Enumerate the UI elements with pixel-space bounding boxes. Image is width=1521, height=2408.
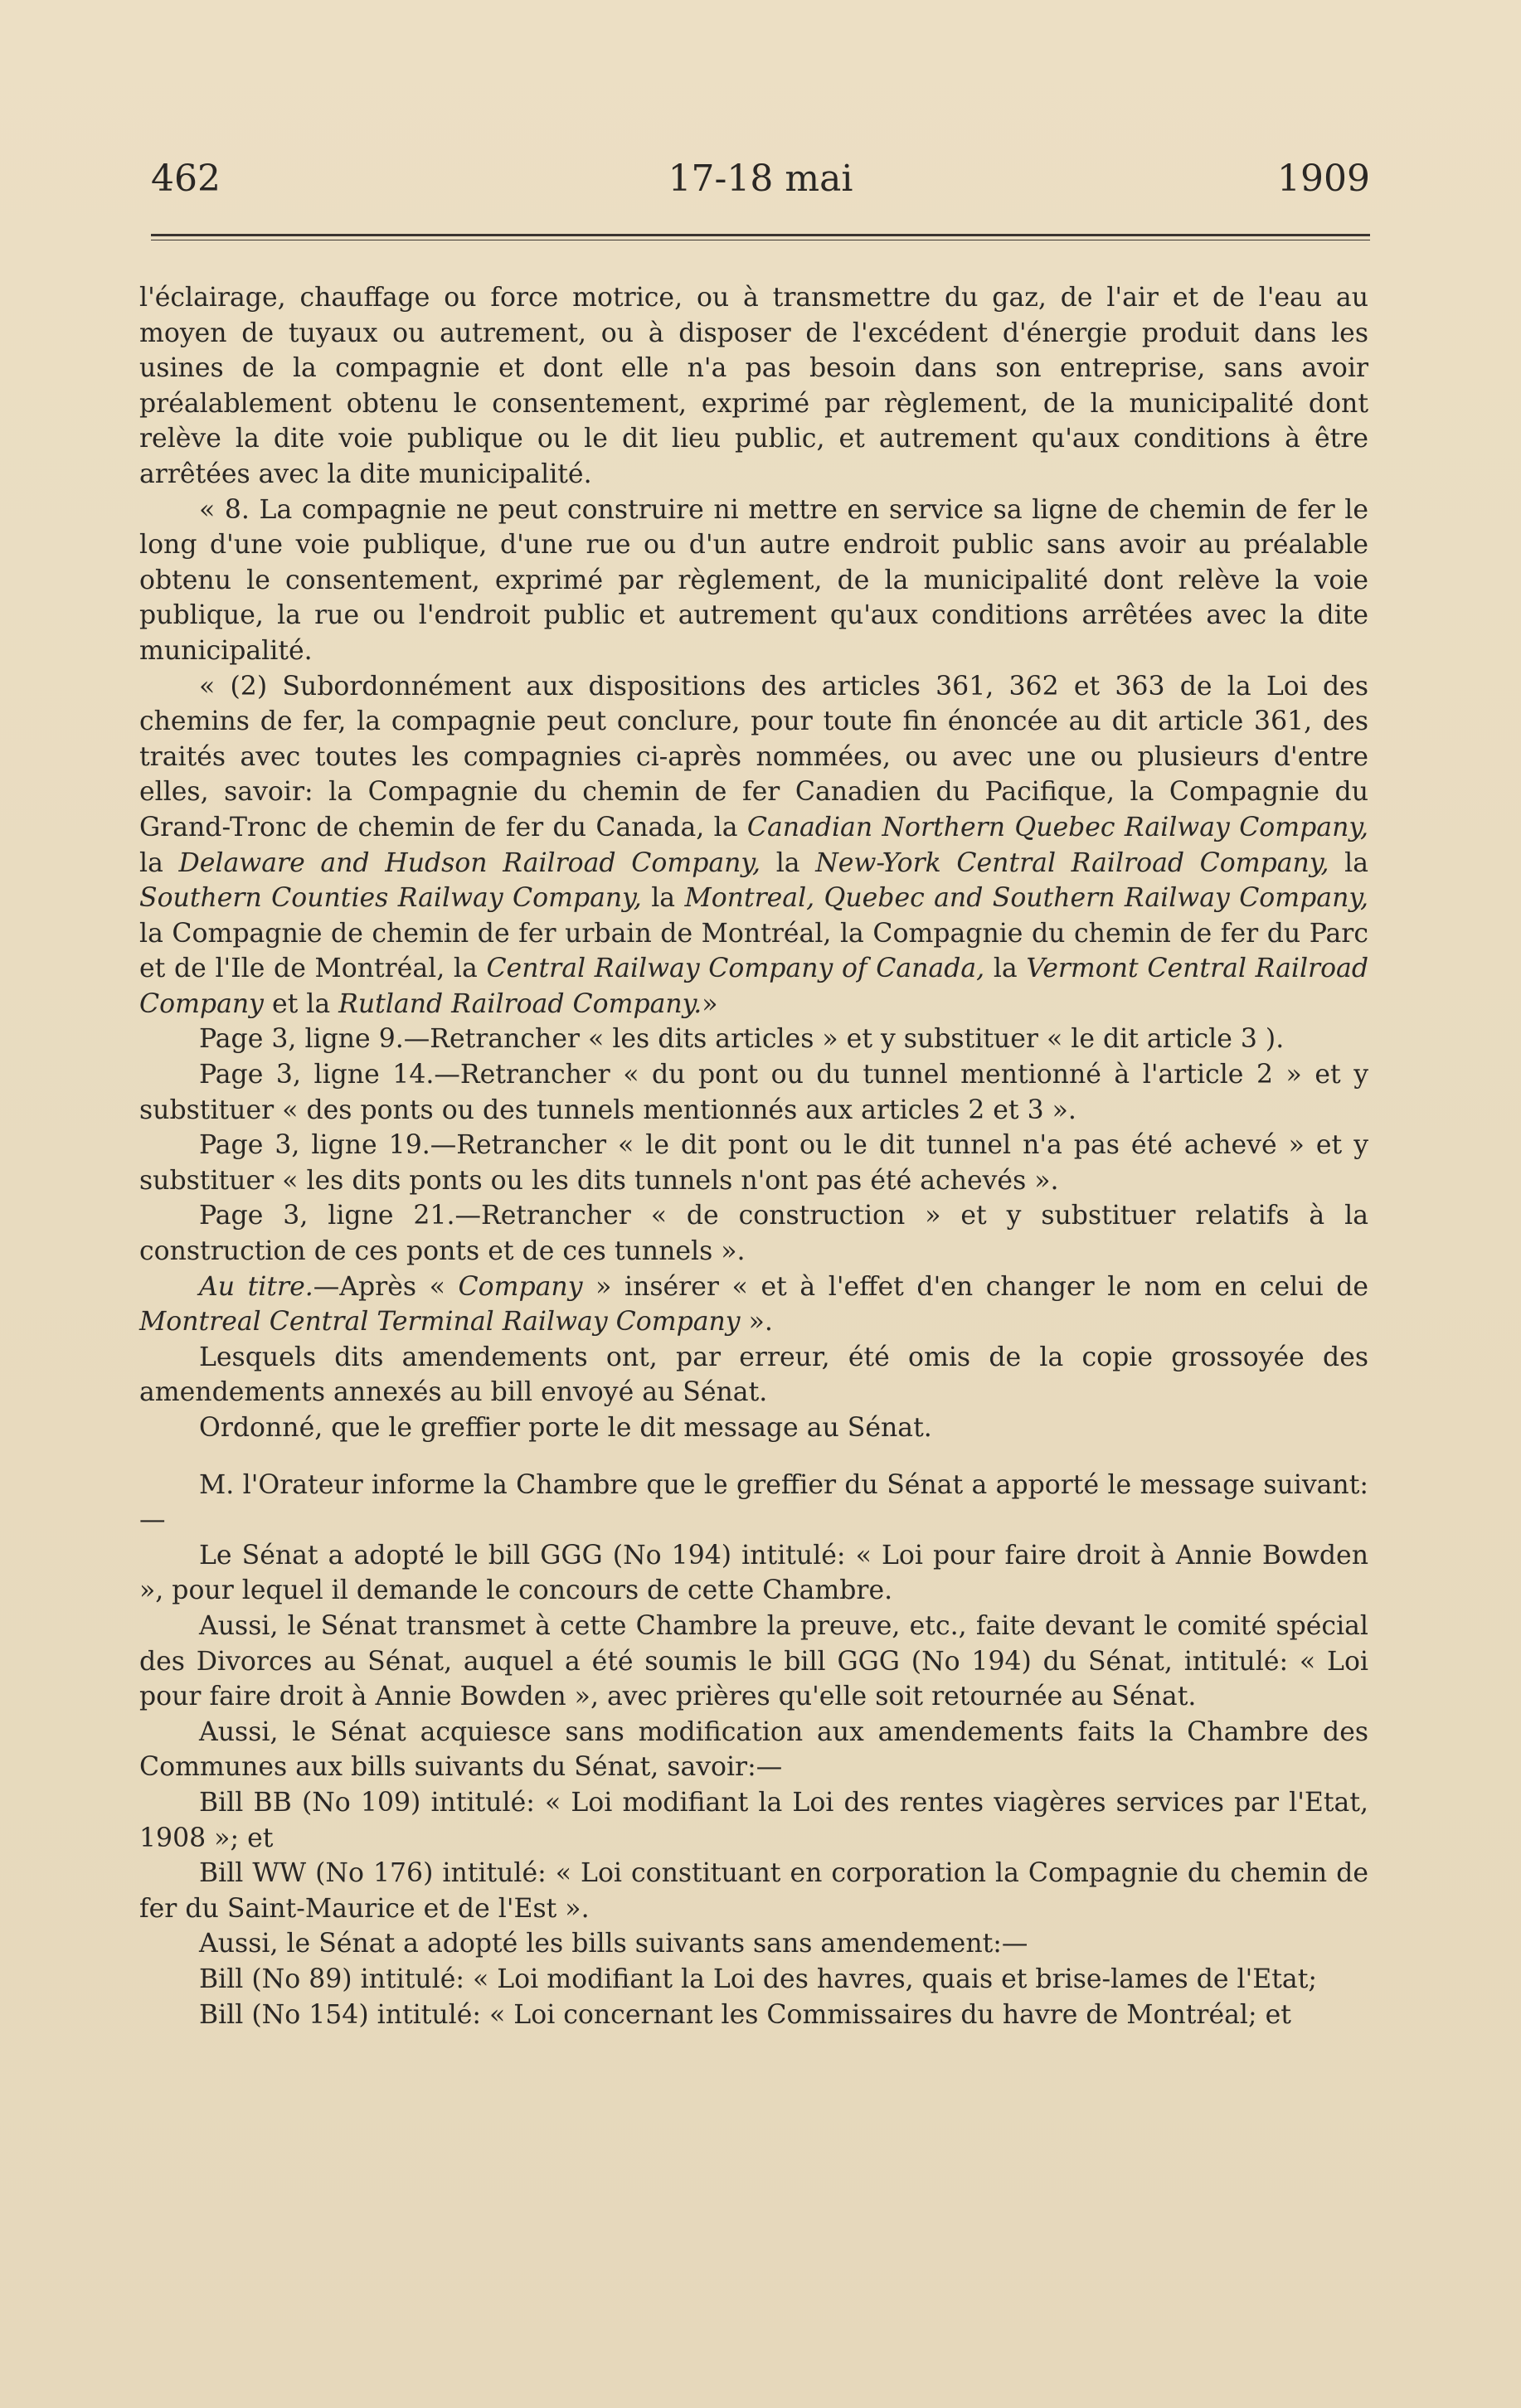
italic-segment: Rutland Railroad Company. [338, 988, 702, 1019]
paragraph: Bill WW (No 176) intitulé: « Loi constituant en corporation la Compagnie du chemin de fer du Saint-Maurice et de l'Est ». [139, 1858, 1368, 1924]
italic-segment: Au titre. [199, 1271, 313, 1302]
paragraph: Bill (No 154) intitulé: « Loi concernant les Commissaires du havre de Montréal; et [199, 1999, 1291, 2030]
paragraph: Aussi, le Sénat a adopté les bills suivants sans amendement:— [199, 1929, 1028, 1959]
italic-segment: Canadian Northern Quebec Railway Company, [746, 812, 1368, 842]
italic-segment: Montreal Central Terminal Railway Company [139, 1307, 741, 1338]
text-segment: « (2) Subordonnément aux dispositions des articles 361, 362 et 363 de la Loi des chemins de fer, la compagnie peut conclure, pour toute fin énoncée au dit article 361, des traités avec toutes les compagnies ci-après nommées, ou avec une ou plusieurs d'entre elles, savoir: la Compagnie du chemin de fer Canadien du Pacifique, la Compagnie du Grand-Tronc de chemin de fer du Canada, la [139, 671, 1368, 842]
text-segment: la [1329, 847, 1368, 878]
italic-segment: Company [458, 1271, 583, 1302]
paragraph [139, 1270, 1368, 1340]
paragraph: « 8. La compagnie ne peut construire ni mettre en service sa ligne de chemin de fer le long d'une voie publique, d'une rue ou d'un autre endroit public sans avoir au préalable obtenu le consentement, exprimé par règlement, de la municipalité dont relève la voie publique, la rue ou l'endroit public et autrement qu'aux conditions arrêtées avec la dite municipalité. [139, 494, 1368, 666]
paragraph: Page 3, ligne 14.—Retrancher « du pont ou du tunnel mentionné à l'article 2 » et y substituer « des ponts ou des tunnels mentionnés aux articles 2 et 3 ». [139, 1060, 1368, 1125]
paragraph: Le Sénat a adopté le bill GGG (No 194) intitulé: « Loi pour faire droit à Annie Bowden », pour lequel il demande le concours de cette Chambre. [139, 1540, 1368, 1606]
paragraph: Page 3, ligne 21.—Retrancher « de construction » et y substituer relatifs à la construction de ces ponts et de ces tunnels ». [139, 1201, 1368, 1267]
paragraph: Aussi, le Sénat transmet à cette Chambre la preuve, etc., faite devant le comité spécial des Divorces au Sénat, auquel a été soumis le bill GGG (No 194) du Sénat, intitulé: « Loi pour faire droit à Annie Bowden », avec prières qu'elle soit retournée au Sénat. [139, 1610, 1368, 1712]
paragraph: l'éclairage, chauffage ou force motrice, ou à transmettre du gaz, de l'air et de l'eau au moyen de tuyaux ou autrement, ou à disposer de l'excédent d'énergie produit dans les usines de la compagnie et dont elle n'a pas besoin dans son entreprise, sans avoir préalablement obtenu le consentement, exprimé par règlement, de la municipalité dont relève la dite voie publique ou le dit lieu public, et autrement qu'aux conditions à être arrêtées avec la dite municipalité. [139, 283, 1368, 489]
header-year: 1909 [1277, 158, 1370, 200]
text-segment: la [139, 847, 179, 878]
text-segment: la [984, 954, 1027, 984]
paragraph: Ordonné, que le greffier porte le dit message au Sénat. [199, 1413, 932, 1443]
page-number: 462 [151, 158, 221, 200]
italic-segment: Montreal, Quebec and Southern Railway Company, [684, 883, 1368, 914]
document-body [139, 280, 1368, 2032]
paragraph: M. l'Orateur informe la Chambre que le greffier du Sénat a apporté le message suivant:— [139, 1469, 1368, 1536]
text-segment: —Après « [313, 1271, 459, 1302]
italic-segment: Vermont Central Railroad Company [139, 954, 1368, 1019]
italic-segment: Delaware and Hudson Railroad Company, [178, 847, 761, 878]
paragraph: Bill (No 89) intitulé: « Loi modifiant la Loi des havres, quais et brise-lames de l'Etat; [199, 1964, 1317, 1994]
header-date: 17-18 mai [668, 158, 853, 200]
paragraph: Page 3, ligne 19.—Retrancher « le dit pont ou le dit tunnel n'a pas été achevé » et y substituer « les dits ponts ou les dits tunnels n'ont pas été achevés ». [139, 1130, 1368, 1196]
text-segment: la [641, 883, 685, 914]
header-rule [151, 234, 1370, 240]
paragraph [139, 669, 1368, 1022]
paragraph: Page 3, ligne 9.—Retrancher « les dits articles » et y substituer « le dit article 3 ). [199, 1024, 1285, 1055]
text-segment: » insérer « et à l'effet d'en changer le nom en celui de [582, 1271, 1369, 1302]
paragraph: Aussi, le Sénat acquiesce sans modification aux amendements faits la Chambre des Communes aux bills suivants du Sénat, savoir:— [139, 1716, 1368, 1783]
text-segment: la Compagnie de chemin de fer urbain de Montréal, la Compagnie du chemin de fer du Parc et de l'Ile de Montréal, la [139, 918, 1368, 984]
paragraph: Bill BB (No 109) intitulé: « Loi modifiant la Loi des rentes viagères services par l'Etat, 1908 »; et [139, 1787, 1368, 1853]
paragraph: Lesquels dits amendements ont, par erreur, été omis de la copie grossoyée des amendements annexés au bill envoyé au Sénat. [139, 1342, 1368, 1408]
text-segment: et la [263, 988, 339, 1019]
page-header [151, 158, 1370, 216]
italic-segment: Southern Counties Railway Company, [139, 883, 642, 914]
text-segment: » [702, 988, 718, 1019]
italic-segment: Central Railway Company of Canada, [486, 954, 985, 984]
text-segment: la [760, 847, 816, 878]
text-segment: ». [740, 1307, 773, 1338]
italic-segment: New-York Central Railroad Company, [815, 847, 1329, 878]
